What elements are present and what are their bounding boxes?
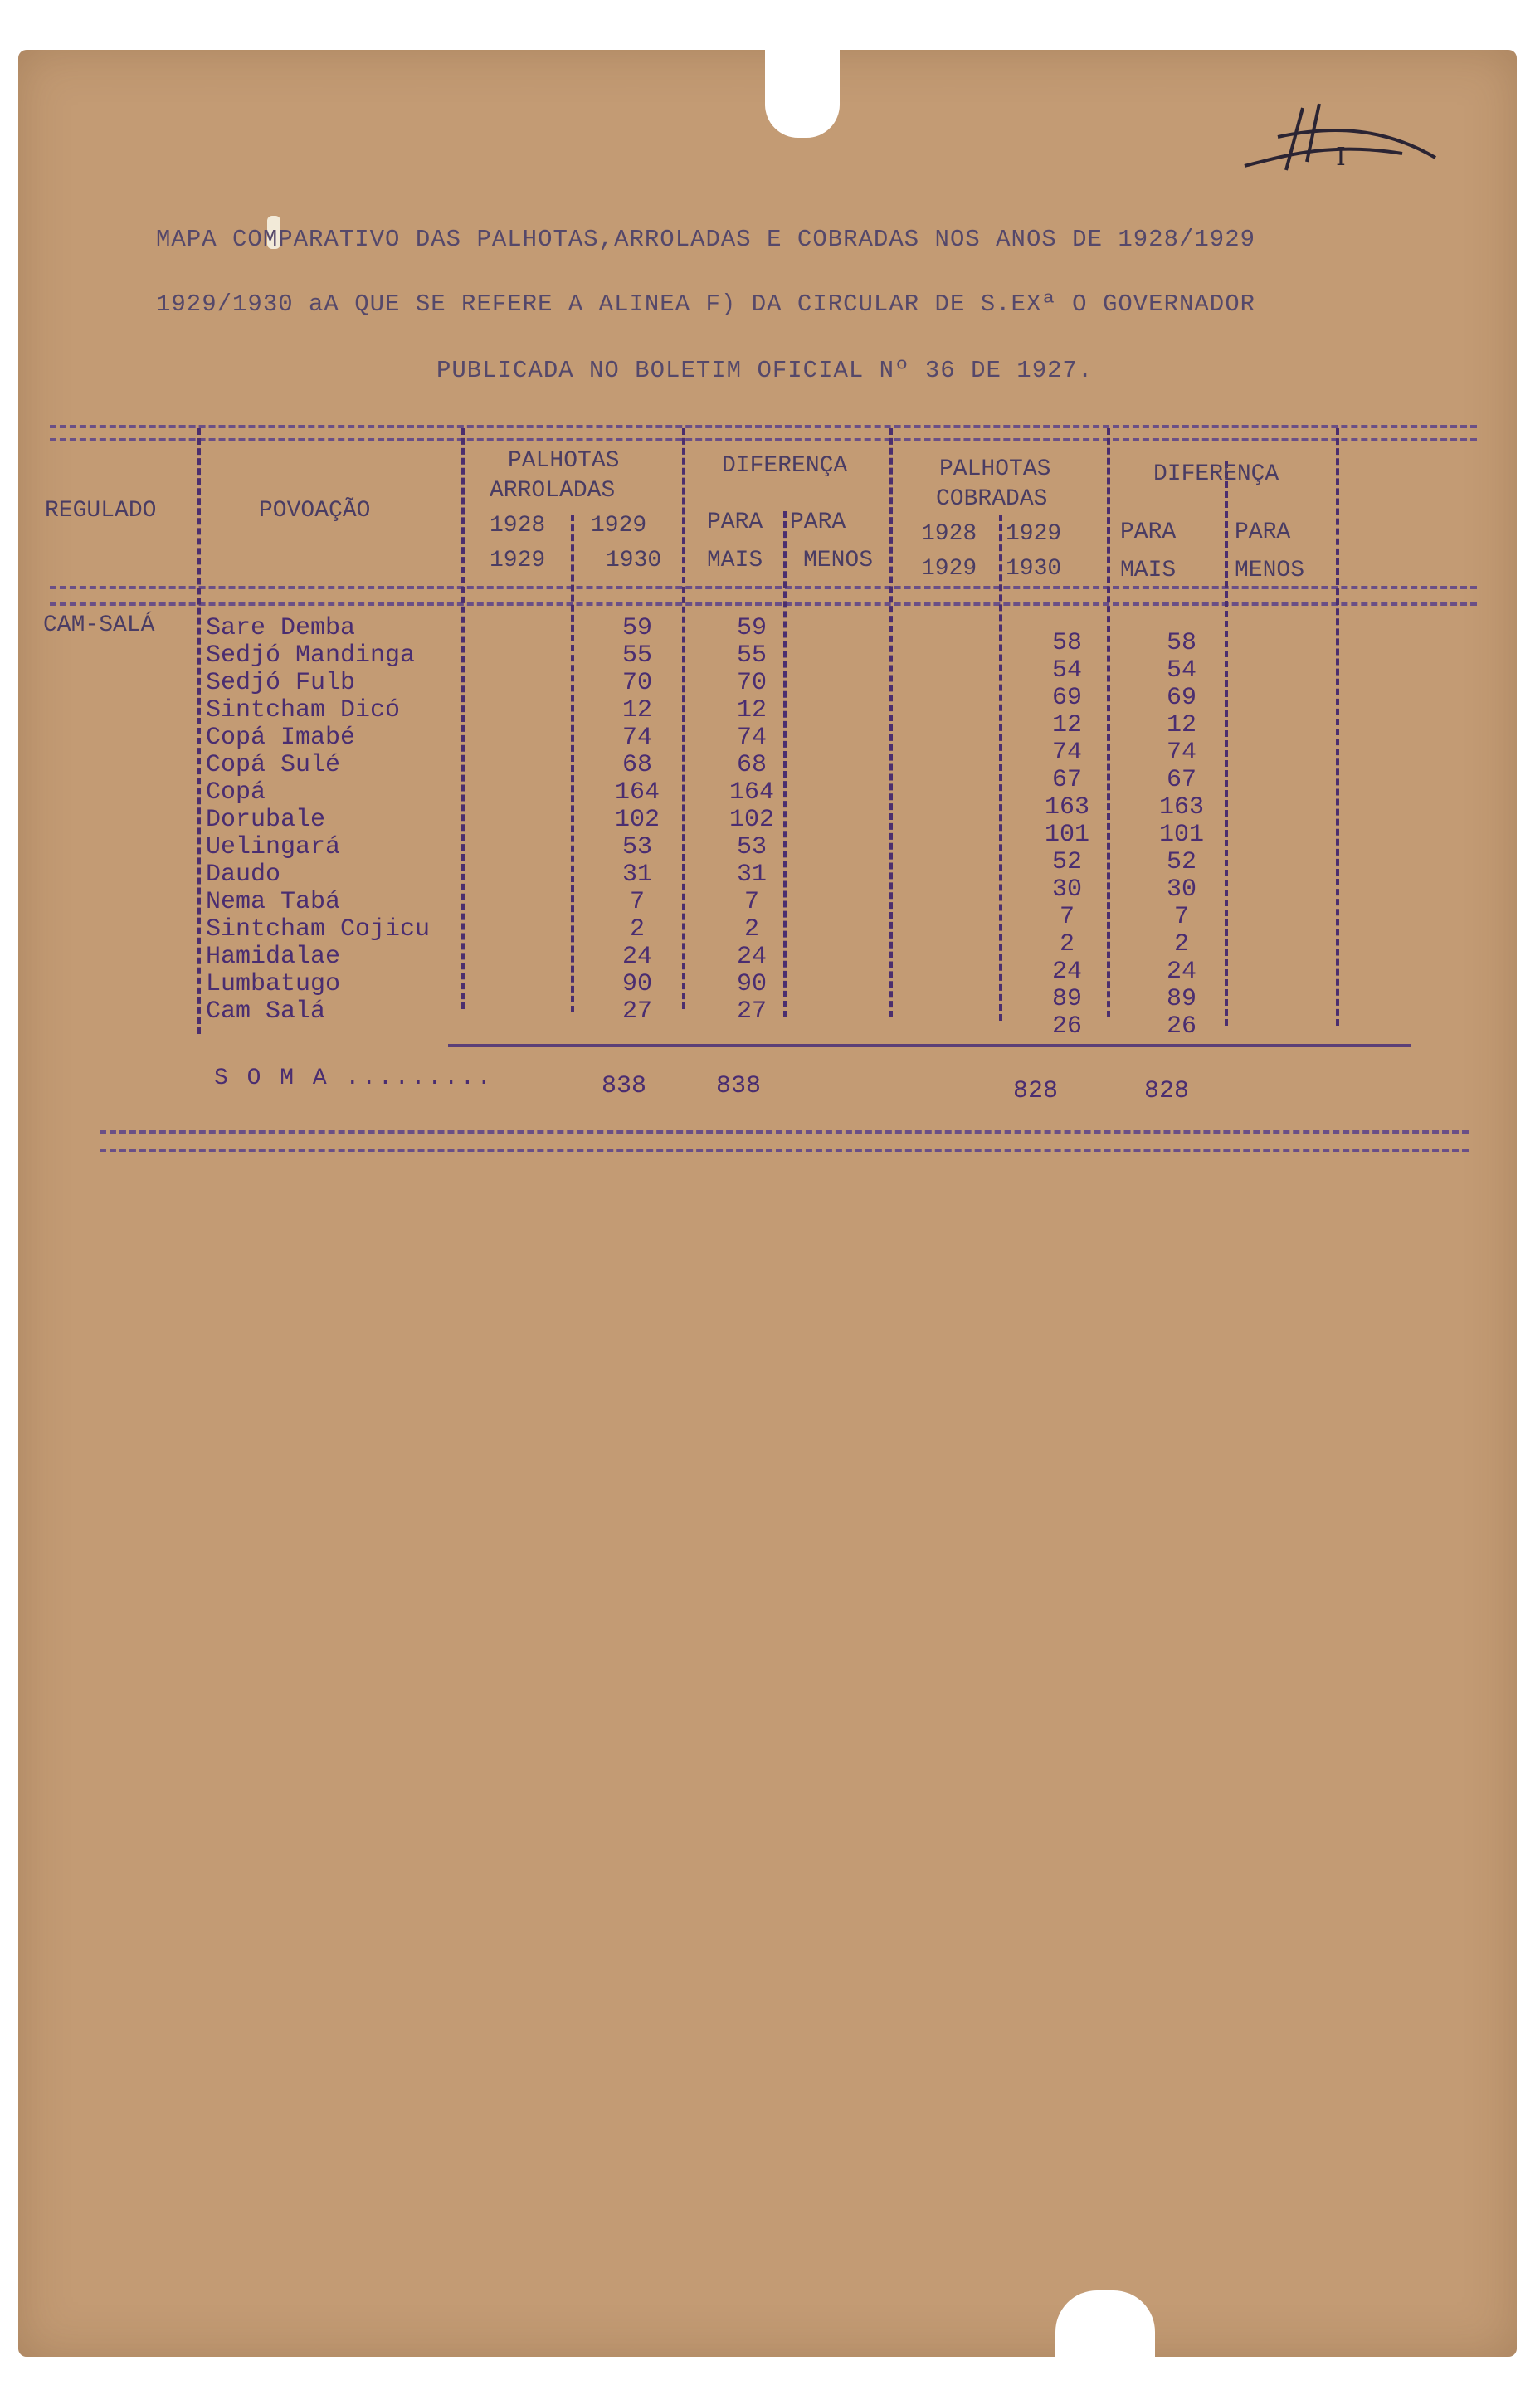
cell-dif2-mais: 101 (1158, 821, 1204, 849)
header-dif2-menos-b: MENOS (1235, 558, 1305, 583)
cell-dif2-mais: 89 (1166, 985, 1196, 1013)
soma-label: S O M A ......... (214, 1066, 494, 1091)
cell-povoacao: Sare Demba (206, 614, 356, 642)
regulado-name: CAM-SALÁ (43, 612, 155, 638)
cell-dif2-mais: 24 (1166, 958, 1196, 986)
cell-povoacao: Lumbatugo (206, 970, 341, 998)
cell-povoacao: Daudo (206, 861, 281, 889)
header-cobradas-1: PALHOTAS (939, 456, 1051, 482)
header-regulado: REGULADO (45, 498, 157, 524)
soma-cob-1930: 828 (1012, 1077, 1058, 1105)
cell-dif1-mais: 70 (736, 669, 767, 697)
header-cob-y1b: 1929 (921, 556, 977, 582)
cell-cob-1930: 12 (1051, 711, 1082, 739)
cell-arr-1930: 55 (621, 641, 652, 670)
header-dif1-menos-b: MENOS (803, 548, 874, 573)
cell-cob-1930: 24 (1051, 958, 1082, 986)
header-arr-y2a: 1929 (591, 513, 647, 539)
header-dif2-mais-a: PARA (1120, 519, 1177, 545)
torn-edge-top (765, 46, 840, 138)
cell-dif2-mais: 69 (1166, 684, 1196, 712)
cell-arr-1930: 68 (621, 751, 652, 779)
header-cobradas-2: COBRADAS (936, 486, 1048, 512)
signature (1228, 91, 1477, 187)
header-dif2-menos-a: PARA (1235, 519, 1291, 545)
table-end-rule-2 (100, 1149, 1469, 1152)
cell-dif1-mais: 7 (743, 888, 759, 916)
cell-dif2-mais: 52 (1166, 848, 1196, 876)
cell-cob-1930: 101 (1044, 821, 1089, 849)
cell-dif1-mais: 68 (736, 751, 767, 779)
title-line-3: PUBLICADA NO BOLETIM OFICIAL Nº 36 DE 1927. (436, 357, 1094, 384)
cell-arr-1930: 24 (621, 943, 652, 971)
cell-dif1-mais: 31 (736, 861, 767, 889)
cell-povoacao: Copá (206, 778, 266, 807)
header-dif1-title: DIFERENÇA (722, 453, 848, 479)
header-cob-y1a: 1928 (921, 521, 977, 547)
cell-dif1-mais: 24 (736, 943, 767, 971)
cell-cob-1930: 69 (1051, 684, 1082, 712)
cell-dif2-mais: 67 (1166, 766, 1196, 794)
cell-dif1-mais: 59 (736, 614, 767, 642)
cell-dif1-mais: 12 (736, 696, 767, 724)
header-arroladas-2: ARROLADAS (490, 478, 616, 504)
header-povoacao: POVOAÇÃO (259, 498, 371, 524)
cell-dif2-mais: 2 (1173, 930, 1189, 958)
signature-icon (1228, 91, 1477, 183)
cell-arr-1930: 59 (621, 614, 652, 642)
header-dif1-mais-b: MAIS (707, 548, 763, 573)
cell-dif2-mais: 30 (1166, 876, 1196, 904)
cell-povoacao: Hamidalae (206, 943, 341, 971)
table-top-rule (50, 425, 1477, 428)
cell-povoacao: Copá Imabé (206, 724, 356, 752)
cell-dif2-mais: 7 (1173, 903, 1189, 931)
signature-mark: I (1336, 143, 1346, 172)
cell-dif2-mais: 74 (1166, 739, 1196, 767)
soma-arr-1930: 838 (601, 1072, 646, 1100)
cell-arr-1930: 90 (621, 970, 652, 998)
total-rule (448, 1044, 1411, 1047)
cell-dif2-mais: 58 (1166, 629, 1196, 657)
header-arr-y1b: 1929 (490, 548, 546, 573)
cell-dif1-mais: 27 (736, 997, 767, 1026)
cell-arr-1930: 12 (621, 696, 652, 724)
torn-edge-bottom (1055, 2290, 1155, 2365)
soma-dif1-mais: 838 (715, 1072, 761, 1100)
cell-povoacao: Uelingará (206, 833, 341, 861)
cell-povoacao: Sedjó Mandinga (206, 641, 416, 670)
header-dif1-mais-a: PARA (707, 510, 763, 535)
cell-cob-1930: 26 (1051, 1012, 1082, 1041)
cell-povoacao: Nema Tabá (206, 888, 341, 916)
cell-arr-1930: 102 (614, 806, 660, 834)
header-arroladas-1: PALHOTAS (508, 448, 620, 474)
cell-dif1-mais: 74 (736, 724, 767, 752)
cell-dif1-mais: 164 (729, 778, 774, 807)
cell-dif1-mais: 2 (743, 915, 759, 944)
title-line-1: MAPA COMPARATIVO DAS PALHOTAS,ARROLADAS E COBRADAS NOS ANOS DE 1928/1929 (156, 226, 1256, 253)
table-end-rule (100, 1130, 1469, 1134)
cell-cob-1930: 89 (1051, 985, 1082, 1013)
header-dif1-menos-a: PARA (790, 510, 846, 535)
cell-dif2-mais: 26 (1166, 1012, 1196, 1041)
header-dif2-mais-b: MAIS (1120, 558, 1177, 583)
cell-dif2-mais: 54 (1166, 656, 1196, 685)
header-bottom-rule-2 (50, 602, 1477, 606)
soma-dif2-mais: 828 (1143, 1077, 1189, 1105)
cell-arr-1930: 164 (614, 778, 660, 807)
cell-cob-1930: 7 (1059, 903, 1075, 931)
cell-cob-1930: 52 (1051, 848, 1082, 876)
header-arr-y2b: 1930 (606, 548, 662, 573)
cell-povoacao: Copá Sulé (206, 751, 341, 779)
header-bottom-rule (50, 586, 1477, 589)
cell-povoacao: Dorubale (206, 806, 326, 834)
cell-povoacao: Cam Salá (206, 997, 326, 1026)
cell-cob-1930: 163 (1044, 793, 1089, 822)
cell-povoacao: Sintcham Cojicu (206, 915, 431, 944)
cell-povoacao: Sedjó Fulb (206, 669, 356, 697)
cell-arr-1930: 70 (621, 669, 652, 697)
header-dif2-title: DIFERENÇA (1153, 461, 1279, 487)
cell-cob-1930: 74 (1051, 739, 1082, 767)
document-page (18, 50, 1517, 2357)
cell-dif2-mais: 12 (1166, 711, 1196, 739)
header-cob-y2b: 1930 (1006, 556, 1062, 582)
cell-arr-1930: 7 (629, 888, 645, 916)
cell-arr-1930: 53 (621, 833, 652, 861)
cell-arr-1930: 74 (621, 724, 652, 752)
cell-dif2-mais: 163 (1158, 793, 1204, 822)
cell-dif1-mais: 90 (736, 970, 767, 998)
cell-dif1-mais: 55 (736, 641, 767, 670)
cell-arr-1930: 31 (621, 861, 652, 889)
header-arr-y1a: 1928 (490, 513, 546, 539)
cell-cob-1930: 58 (1051, 629, 1082, 657)
cell-arr-1930: 2 (629, 915, 645, 944)
cell-dif1-mais: 53 (736, 833, 767, 861)
title-line-2: 1929/1930 aA QUE SE REFERE A ALINEA F) DA CIRCULAR DE S.EXª O GOVERNADOR (156, 290, 1256, 318)
cell-cob-1930: 54 (1051, 656, 1082, 685)
table-top-rule-2 (50, 438, 1477, 441)
cell-cob-1930: 30 (1051, 876, 1082, 904)
cell-dif1-mais: 102 (729, 806, 774, 834)
cell-cob-1930: 2 (1059, 930, 1075, 958)
cell-povoacao: Sintcham Dicó (206, 696, 401, 724)
cell-cob-1930: 67 (1051, 766, 1082, 794)
cell-arr-1930: 27 (621, 997, 652, 1026)
table-row (0, 997, 1540, 1041)
header-cob-y2a: 1929 (1006, 521, 1062, 547)
